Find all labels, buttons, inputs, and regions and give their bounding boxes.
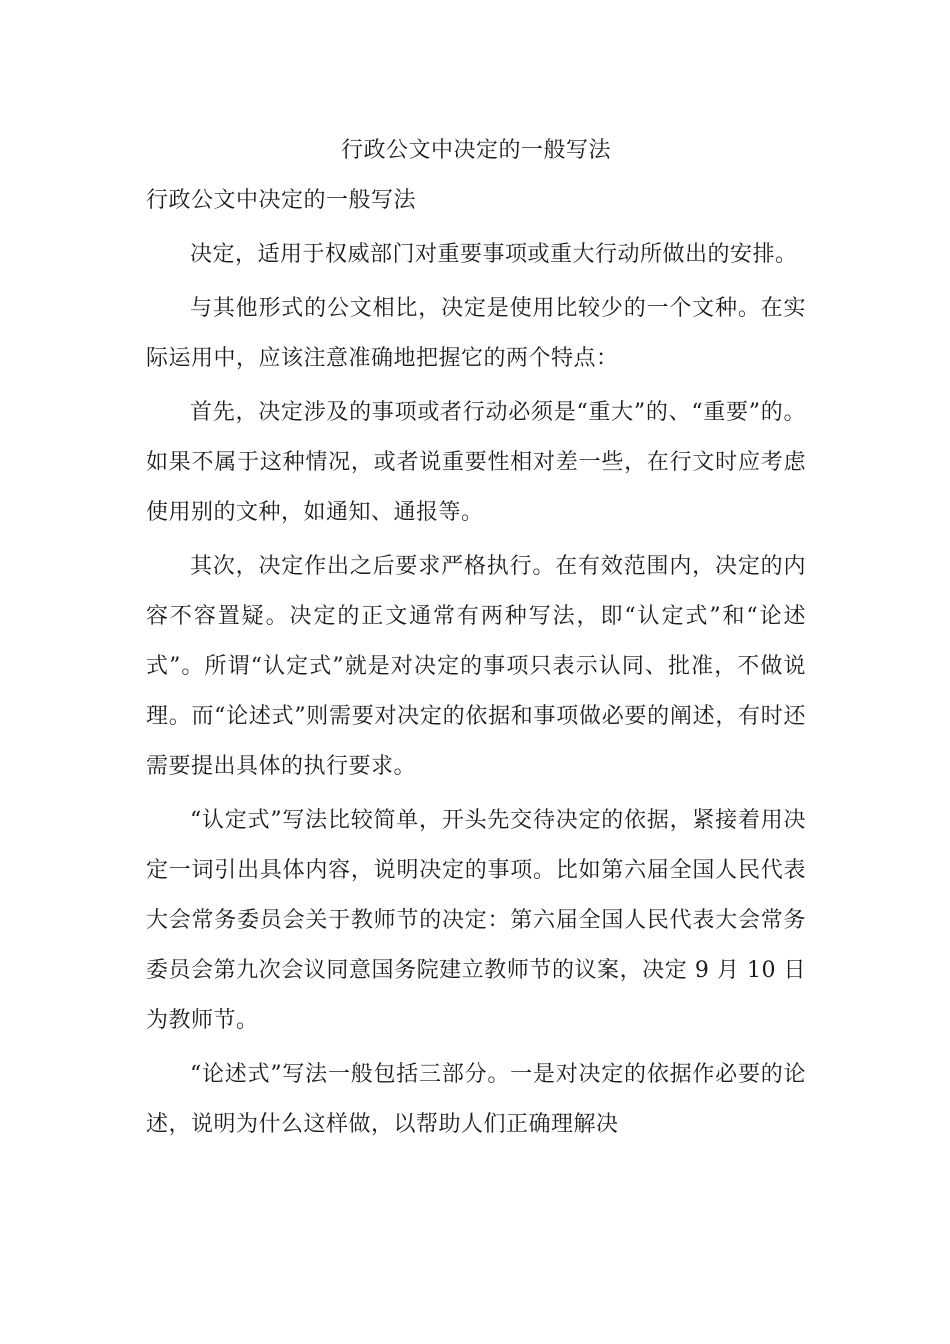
paragraph-second-feature: 其次，决定作出之后要求严格执行。在有效范围内，决定的内容不容置疑。决定的正文通常有两种写法，即“认定式”和“论述式”。所谓“认定式”就是对决定的事项只表示认同、批准，不做说理。而“论述式”则需要对决定的依据和事项做必要的阐述，有时还需要提出具体的执行要求。: [146, 554, 806, 779]
document-subtitle: 行政公文中决定的一般写法: [146, 188, 417, 213]
paragraph-definition: 决定，适用于权威部门对重要事项或重大行动所做出的安排。: [190, 242, 798, 267]
paragraph-argument-style: “论述式”写法一般包括三部分。一是对决定的依据作必要的论述，说明为什么这样做，以帮助人们正确理解决: [146, 1062, 806, 1137]
document-body: [146, 128, 806, 1154]
paragraph-first-feature: 首先，决定涉及的事项或者行动必须是“重大”的、“重要”的。如果不属于这种情况，或者说重要性相对差一些，在行文时应考虑使用别的文种，如通知、通报等。: [146, 400, 806, 525]
paragraph-comparison: 与其他形式的公文相比，决定是使用比较少的一个文种。在实际运用中，应该注意准确地把握它的两个特点：: [146, 296, 806, 371]
paragraph-recognition-style: “认定式”写法比较简单，开头先交待决定的依据，紧接着用决定一词引出具体内容，说明决定的事项。比如第六届全国人民代表大会常务委员会关于教师节的决定：第六届全国人民代表大会常务委员会第九次会议同意国务院建立教师节的议案，决定 9 月 10 日为教师节。: [146, 808, 806, 1033]
document-title: 行政公文中决定的一般写法: [340, 138, 611, 163]
